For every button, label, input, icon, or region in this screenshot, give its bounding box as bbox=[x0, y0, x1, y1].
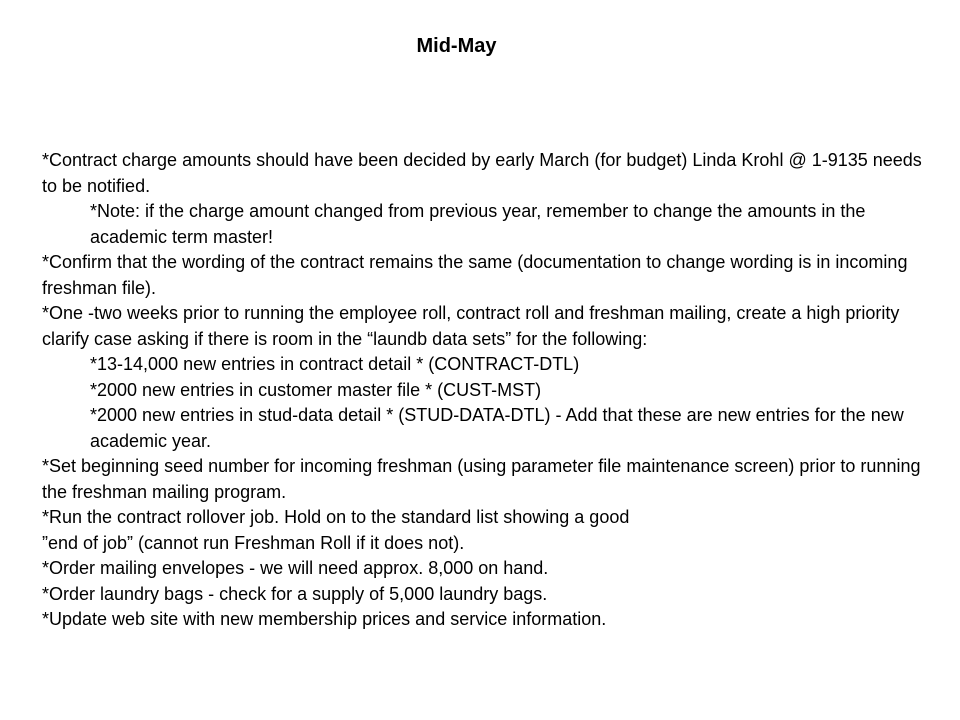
line-seed-number: *Set beginning seed number for incoming freshman (using parameter file maintenance screen) prior to running the freshman mailing program. bbox=[42, 456, 921, 502]
line-note-term-master: *Note: if the charge amount changed from previous year, remember to change the amounts in the academic term master! bbox=[90, 201, 866, 247]
slide-title: Mid-May bbox=[416, 35, 497, 57]
line-mailing-envelopes: *Order mailing envelopes - we will need approx. 8,000 on hand. bbox=[42, 558, 549, 578]
line-end-of-job: ”end of job” (cannot run Freshman Roll if it does not). bbox=[42, 532, 465, 553]
slide-body bbox=[42, 148, 922, 633]
line-update-website: *Update web site with new membership prices and service information. bbox=[42, 609, 607, 629]
line-contract-charge: *Contract charge amounts should have been decided by early March (for budget) Linda Krohl @ 1-9135 needs to be notified. bbox=[42, 150, 922, 196]
line-confirm-wording: *Confirm that the wording of the contract remains the same (documentation to change wording is in incoming freshman file). bbox=[42, 252, 908, 298]
line-customer-master: *2000 new entries in customer master file * (CUST-MST) bbox=[90, 379, 542, 400]
line-rollover-job: *Run the contract rollover job. Hold on to the standard list showing a good bbox=[42, 507, 630, 527]
line-stud-data-detail: *2000 new entries in stud-data detail * (STUD-DATA-DTL) - Add that these are new entries for the new academic year. bbox=[90, 405, 904, 451]
line-clarify-case: *One -two weeks prior to running the employee roll, contract roll and freshman mailing, create a high priority clarify case asking if there is room in the “laundb data sets” for the following: bbox=[42, 303, 900, 349]
line-contract-detail: *13-14,000 new entries in contract detail * (CONTRACT-DTL) bbox=[90, 354, 580, 374]
line-laundry-bags: *Order laundry bags - check for a supply of 5,000 laundry bags. bbox=[42, 583, 548, 604]
